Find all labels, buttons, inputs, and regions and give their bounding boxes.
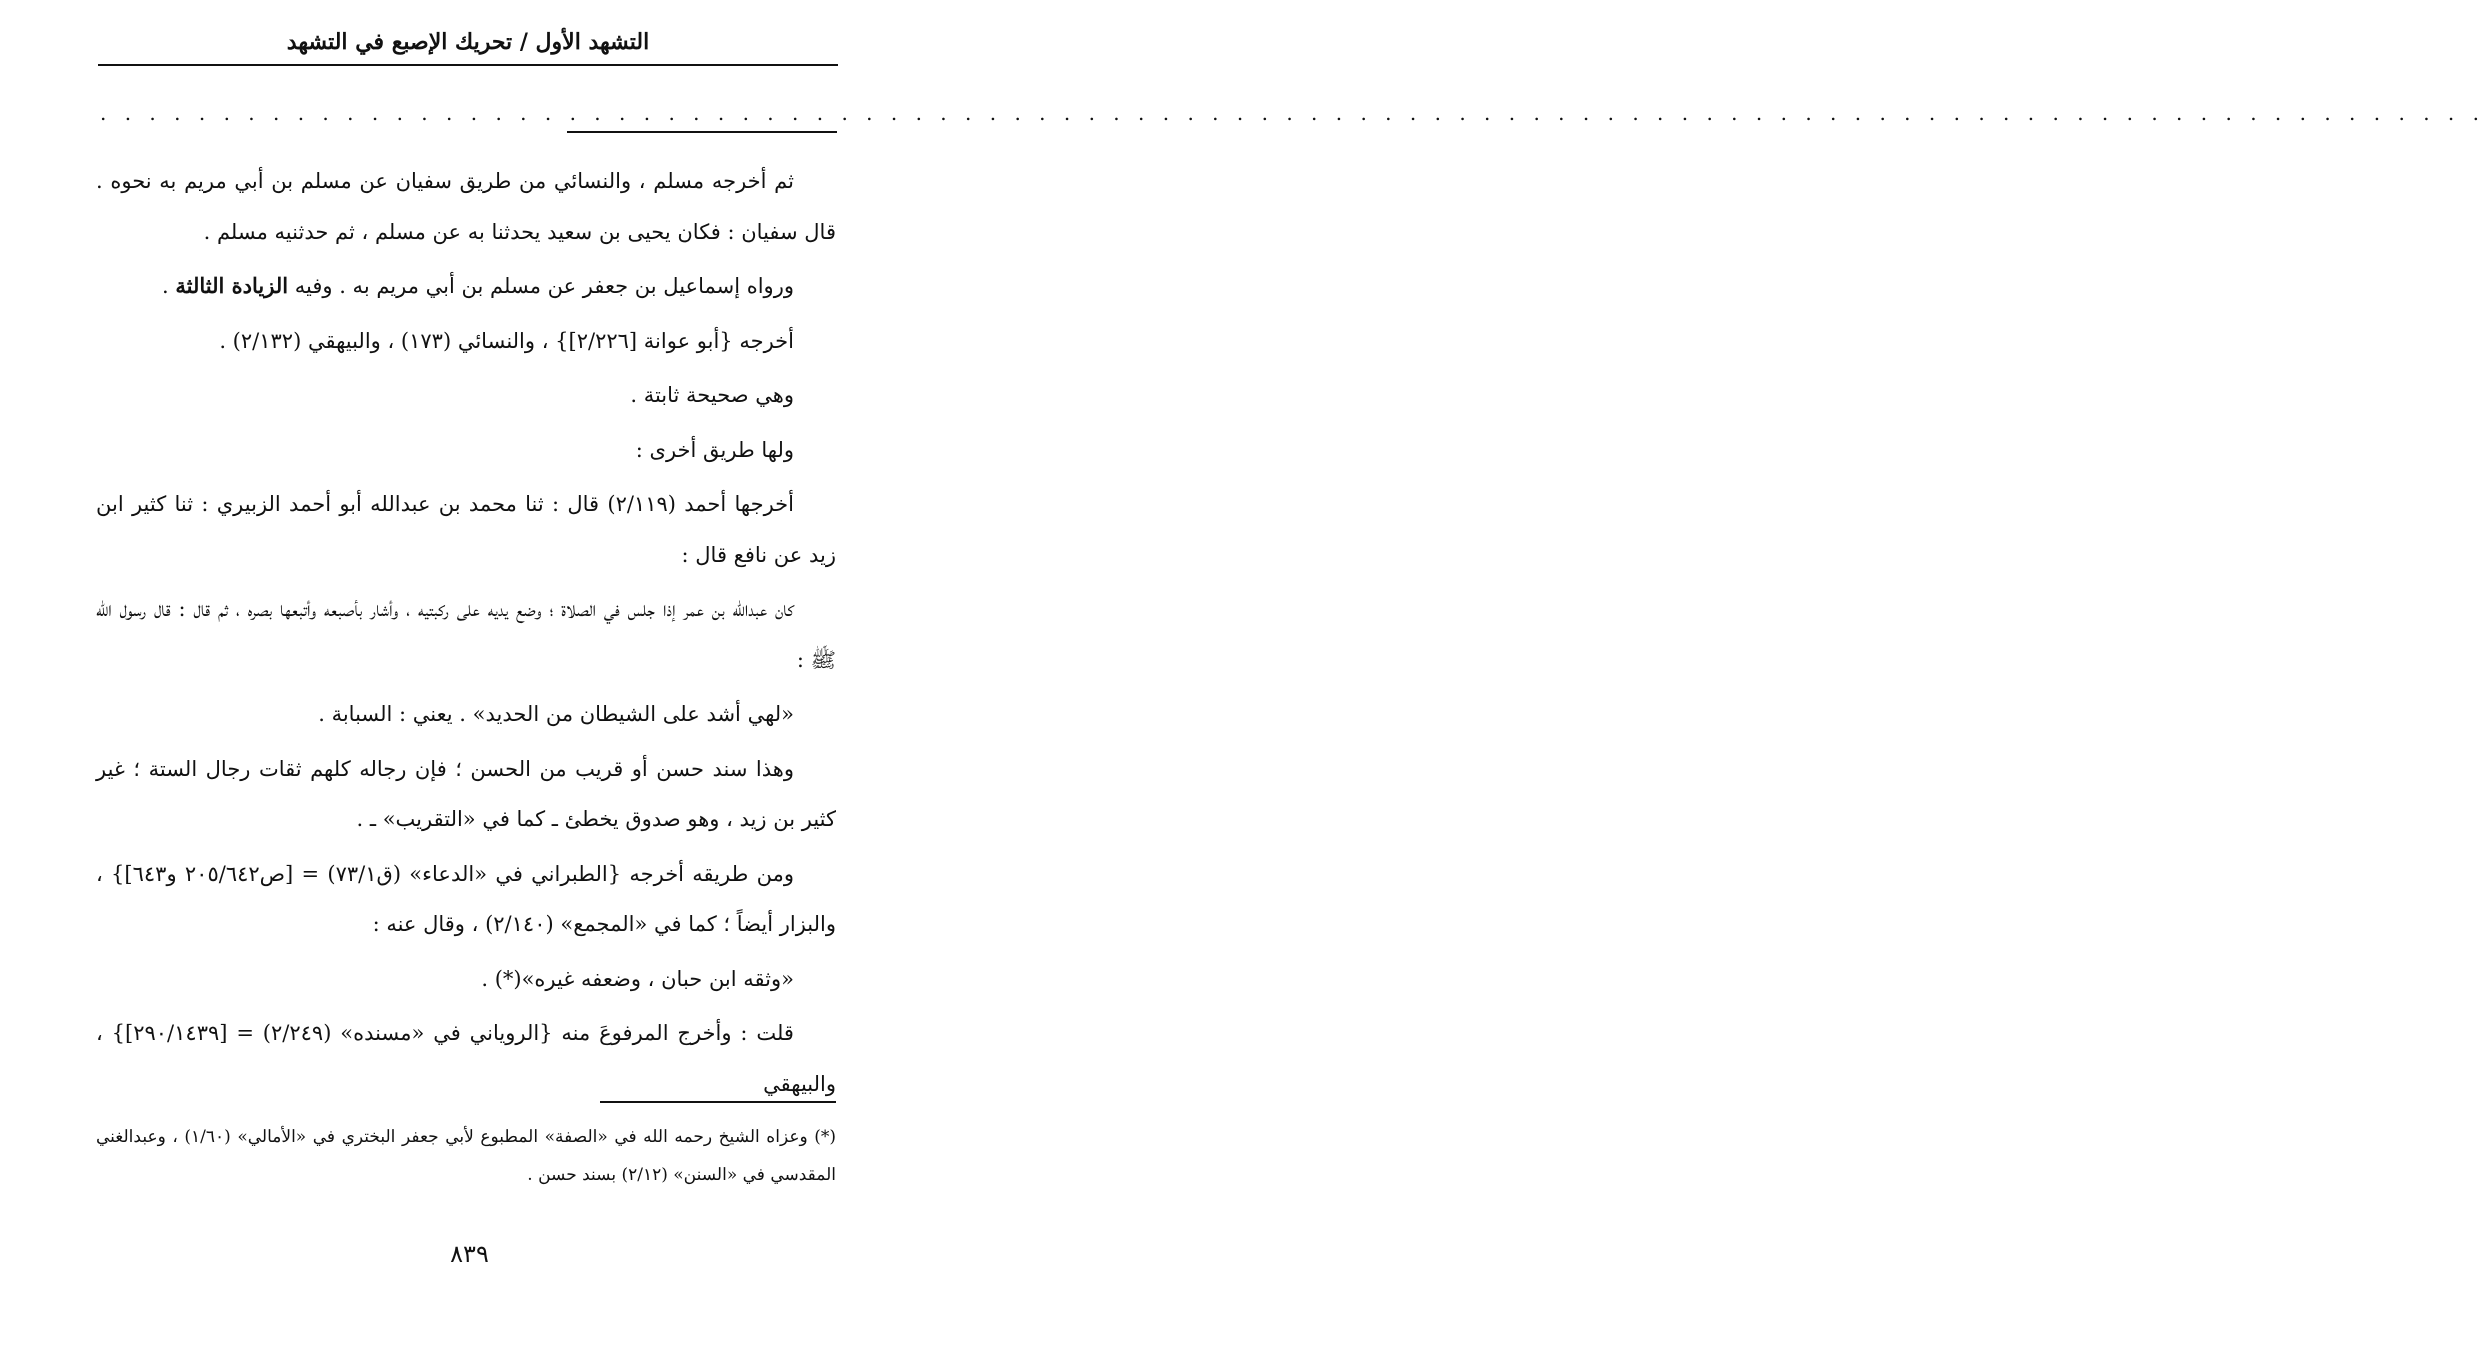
paragraph: وهي صحيحة ثابتة .	[630, 383, 794, 407]
paragraph: قلت : وأخرج المرفوعَ منه {الروياني في «مسنده» (٢/٢٤٩) = [٢٩٠/١٤٣٩]} ، والبيهقي	[96, 1021, 836, 1096]
running-head-title: التشهد الأول / تحريك الإصبع في التشهد	[286, 29, 650, 55]
paragraph-text: .	[162, 274, 176, 298]
paragraph: ولها طريق أخرى :	[635, 437, 794, 462]
quote-paragraph: «وثقه ابن حبان ، وضعفه غيره»(*) .	[481, 966, 794, 991]
footnote-text: (*) وعزاه الشيخ رحمه الله في «الصفة» المطبوع لأبي جعفر البختري في «الأمالي» (١/٦٠) ، وعبدالغني المقدسي في «السنن» (٢/١٢) بسند حسن .	[96, 1127, 836, 1185]
paragraph: ثم أخرجه مسلم ، والنسائي من طريق سفيان عن مسلم بن أبي مريم به نحوه . قال سفيان : فكان يحيى بن سعيد يحدثنا به عن مسلم ، ثم حدثنيه مسلم .	[96, 169, 836, 244]
main-text	[96, 156, 836, 1113]
separator-rule	[567, 131, 837, 133]
paragraph-text: ورواه إسماعيل بن جعفر عن مسلم بن أبي مريم به . وفيه	[288, 274, 794, 298]
paragraph: أخرجها أحمد (٢/١١٩) قال : ثنا محمد بن عبدالله أبو أحمد الزبيري : ثنا كثير ابن زيد عن نافع قال :	[96, 492, 836, 567]
footnote	[96, 1118, 836, 1194]
paragraph: كان عبدالله بن عمر إذا جلس في الصلاة ؛ وضع يديه على ركبتيه ، وأشار بأصبعه وأتبعها بصره ، ثم قال : قال رسول الله ﷺ :	[96, 597, 836, 672]
page-number: ٨٣٩	[450, 1240, 489, 1268]
paragraph	[96, 261, 836, 312]
paragraph: وهذا سند حسن أو قريب من الحسن ؛ فإن رجاله كلهم ثقات رجال الستة ؛ غير كثير بن زيد ، وهو صدوق يخطئ ـ كما في «التقريب» ـ .	[96, 756, 836, 831]
bold-phrase: الزيادة الثالثة	[175, 273, 289, 298]
paragraph: ومن طريقه أخرجه {الطبراني في «الدعاء» (ق٧٣/١) = [ص٢٠٥/٦٤٢ و٦٤٣]} ، والبزار أيضاً ؛ كما في «المجمع» (٢/١٤٠) ، وقال عنه :	[96, 861, 836, 936]
dotted-separator: . . . . . . . . . . . . . . . . . . . . . . . . . . . . . . . . . . . . . . . . . . . . . . . . . . . . . . . . . . . . . . . . . . . . . . . . . . . . . . . . . . . . . . . . . . . . . . . . .	[100, 101, 2485, 125]
header-rule	[98, 64, 838, 66]
paragraph: أخرجه {أبو عوانة [٢/٢٢٦]} ، والنسائي (١٧٣) ، والبيهقي (٢/١٣٢) .	[219, 328, 794, 353]
footnote-rule	[600, 1101, 836, 1103]
quote-paragraph: «لهي أشد على الشيطان من الحديد» . يعني : السبابة .	[318, 702, 794, 726]
